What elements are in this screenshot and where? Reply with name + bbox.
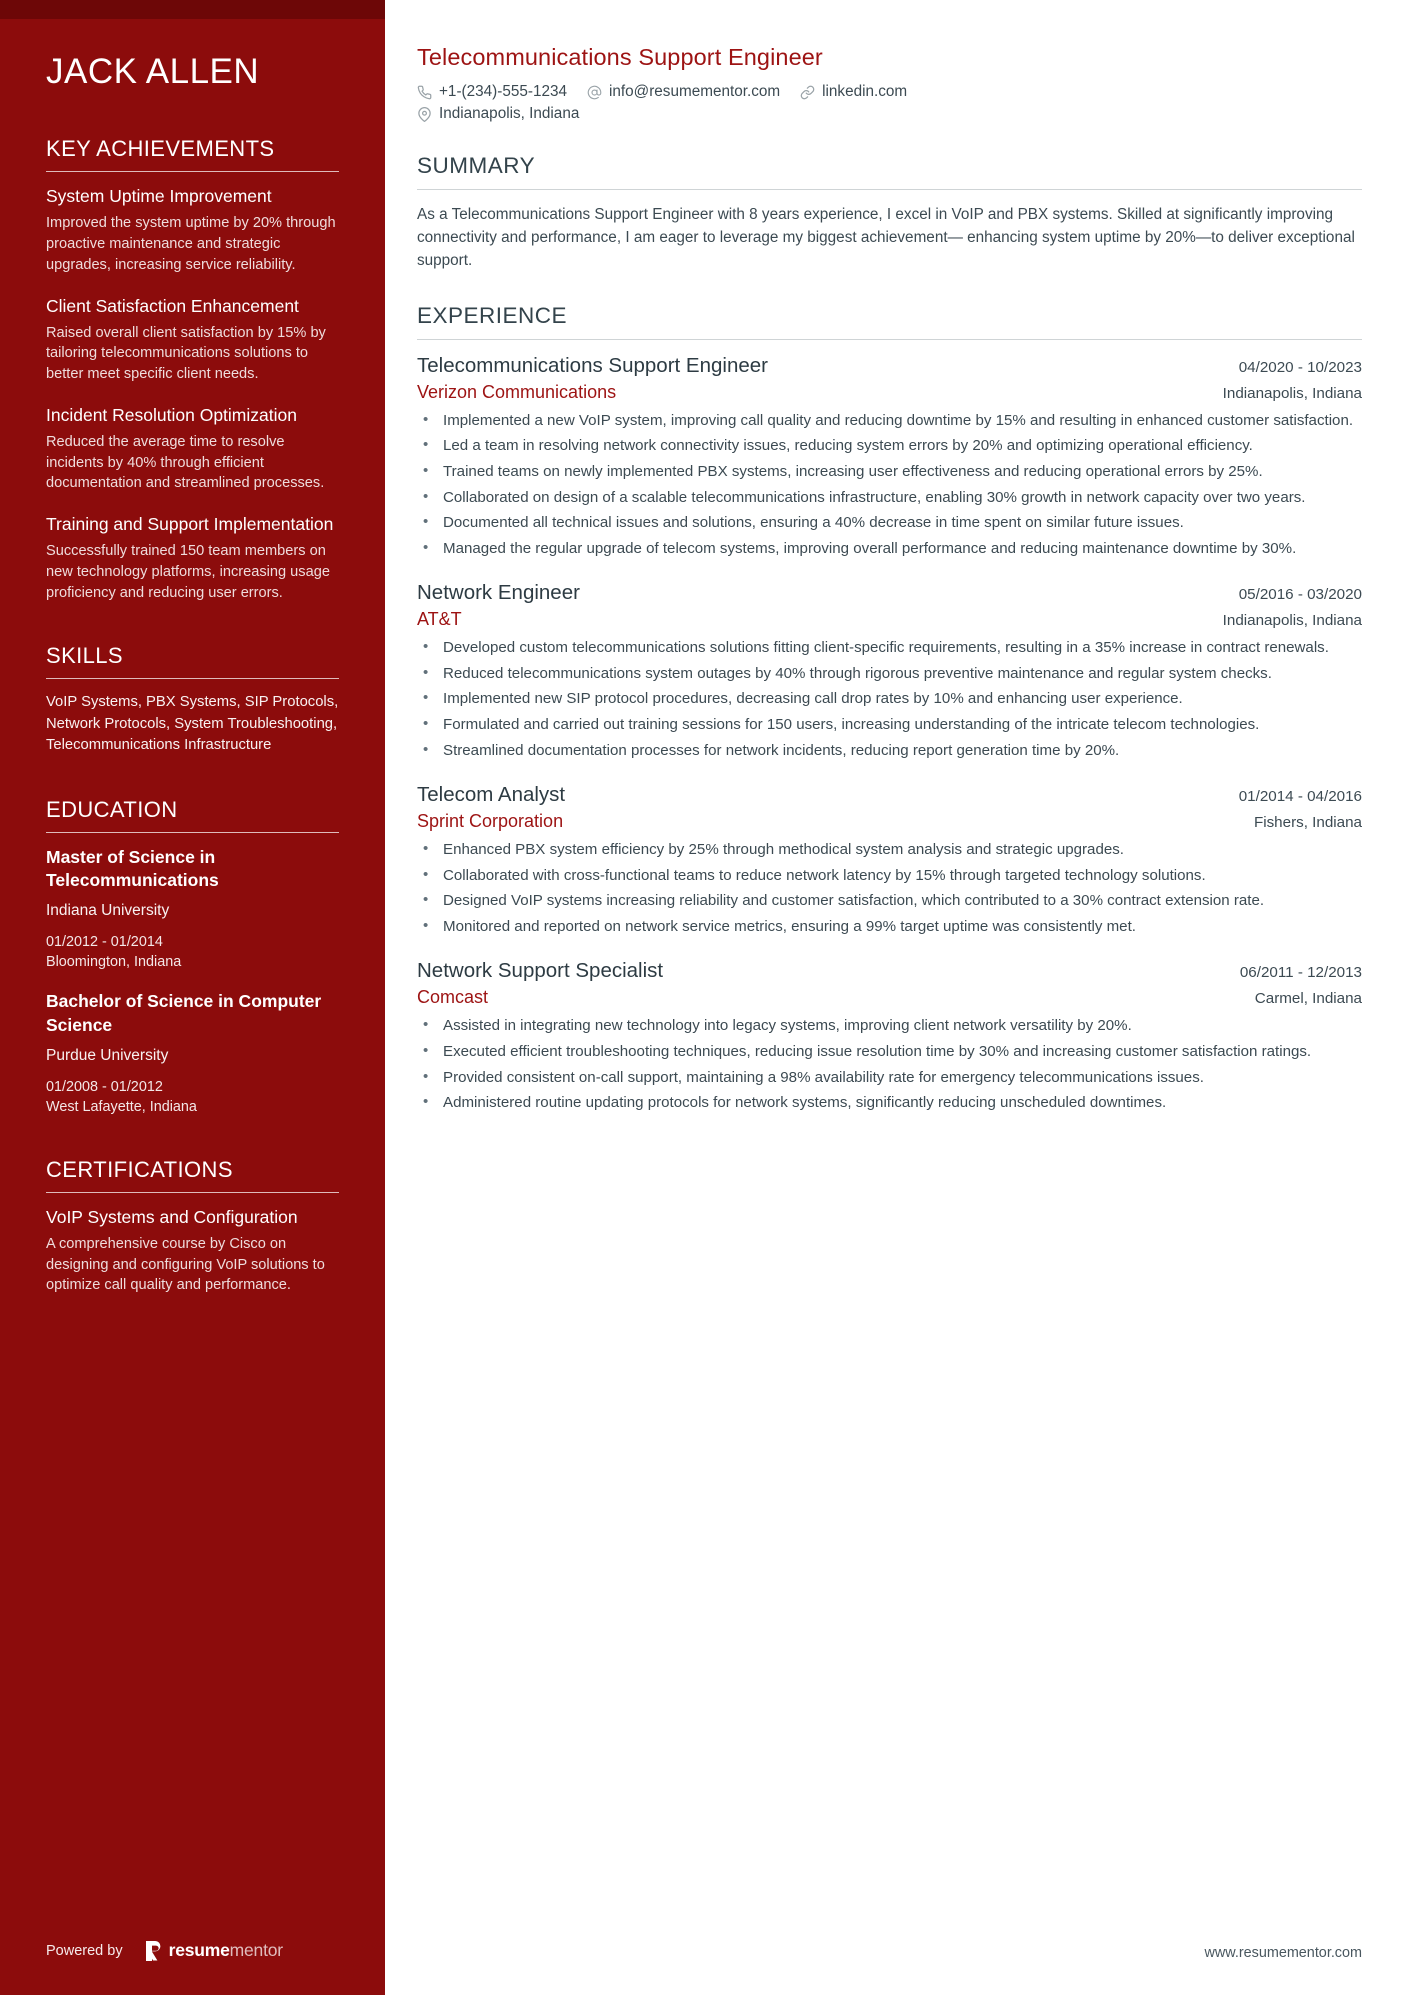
- divider: [46, 678, 339, 679]
- education-location: Bloomington, Indiana: [46, 954, 182, 971]
- divider: [46, 171, 339, 172]
- contact-location: [417, 105, 579, 123]
- experience-item: [417, 959, 1362, 1113]
- bullet-item: • Collaborated with cross-functional teams to reduce network latency by 15% through targeted technology solutions.: [417, 865, 1362, 887]
- experience-role: Network Support Specialist: [417, 959, 664, 983]
- phone-icon: [417, 85, 432, 100]
- achievement-title: Training and Support Implementation: [46, 514, 334, 534]
- section-key-achievements: [46, 136, 339, 603]
- certification-description: A comprehensive course by Cisco on designing and configuring VoIP solutions to optimize call quality and performance.: [46, 1236, 325, 1294]
- resumementor-logo[interactable]: [145, 1940, 283, 1961]
- sidebar-top-band: [0, 0, 385, 19]
- bullet-item: • Managed the regular upgrade of telecom systems, improving overall performance and reducing maintenance downtime by 30%.: [417, 538, 1362, 560]
- bullet-item: • Assisted in integrating new technology into legacy systems, improving client network versatility by 20%.: [417, 1015, 1362, 1037]
- bullet-item: • Provided consistent on-call support, maintaining a 98% availability rate for emergency telecommunications issues.: [417, 1067, 1362, 1089]
- experience-location: Carmel, Indiana: [1254, 990, 1362, 1008]
- experience-subheader-row: [417, 609, 1362, 630]
- contact-phone[interactable]: [417, 83, 567, 101]
- section-summary: [417, 153, 1362, 273]
- bullet-item: • Monitored and reported on network service metrics, ensuring a 99% target uptime was consistently met.: [417, 916, 1362, 938]
- experience-bullets: [417, 410, 1362, 559]
- link-icon: [800, 85, 815, 100]
- education-location: West Lafayette, Indiana: [46, 1099, 197, 1116]
- education-degree: Bachelor of Science in Computer Science: [46, 991, 322, 1035]
- education-item: [46, 846, 339, 973]
- education-school: Indiana University: [46, 902, 170, 920]
- bullet-item: • Collaborated on design of a scalable telecommunications infrastructure, enabling 30% growth in network capacity over two years.: [417, 487, 1362, 509]
- contact-email-text: info@resumementor.com: [609, 83, 781, 100]
- achievement-item: [46, 513, 339, 603]
- experience-company: Comcast: [417, 987, 489, 1008]
- education-school: Purdue University: [46, 1046, 169, 1064]
- experience-header-row: [417, 783, 1362, 807]
- divider: [417, 339, 1362, 340]
- experience-heading: EXPERIENCE: [417, 302, 568, 328]
- contact-phone-text: +1-(234)-555-1234: [439, 83, 567, 100]
- achievement-item: [46, 295, 339, 385]
- bullet-item: • Executed efficient troubleshooting techniques, reducing issue resolution time by 30% and increasing customer satisfaction ratings.: [417, 1041, 1362, 1063]
- contact-row-secondary: [417, 105, 1362, 123]
- experience-subheader-row: [417, 811, 1362, 832]
- contact-row-primary: [417, 83, 1362, 101]
- logo-word-bold: resume: [168, 1940, 230, 1960]
- experience-dates: 06/2011 - 12/2013: [1239, 964, 1362, 982]
- education-dates: 01/2012 - 01/2014: [46, 934, 163, 951]
- footer-website[interactable]: www.resumementor.com: [1204, 1945, 1362, 1961]
- resumementor-wordmark: [169, 1940, 283, 1961]
- experience-location: Indianapolis, Indiana: [1222, 612, 1362, 630]
- achievement-title: Client Satisfaction Enhancement: [46, 295, 299, 316]
- candidate-name: JACK ALLEN: [46, 52, 260, 91]
- contact-block: [417, 83, 1362, 123]
- experience-dates: 05/2016 - 03/2020: [1238, 586, 1362, 604]
- experience-item: [417, 783, 1362, 937]
- achievement-item: [46, 404, 339, 494]
- resumementor-mark-icon: [145, 1940, 164, 1961]
- bullet-item: • Streamlined documentation processes for network incidents, reducing report generation time by 20%.: [417, 740, 1362, 762]
- experience-bullets: [417, 1015, 1362, 1113]
- logo-word-light: mentor: [229, 1940, 283, 1960]
- education-dates: 01/2008 - 01/2012: [46, 1078, 163, 1095]
- divider: [46, 832, 339, 833]
- experience-header-row: [417, 581, 1362, 605]
- experience-dates: 01/2014 - 04/2016: [1238, 788, 1362, 806]
- experience-role: Network Engineer: [417, 581, 580, 605]
- divider: [46, 1192, 339, 1193]
- email-icon: [587, 85, 602, 100]
- experience-company: AT&T: [417, 609, 462, 630]
- key-achievements-heading: KEY ACHIEVEMENTS: [46, 136, 275, 162]
- header-job-title: Telecommunications Support Engineer: [417, 44, 823, 70]
- bullet-item: • Implemented a new VoIP system, improving call quality and reducing downtime by 15% and resulting in enhanced customer satisfaction.: [417, 410, 1362, 432]
- bullet-item: • Trained teams on newly implemented PBX systems, increasing user effectiveness and reducing operational errors by 25%.: [417, 461, 1362, 483]
- bullet-item: • Enhanced PBX system efficiency by 25% through methodical system analysis and strategic upgrades.: [417, 839, 1362, 861]
- location-icon: [417, 107, 432, 122]
- achievement-description: Reduced the average time to resolve incidents by 40% through efficient documentation and streamlined processes.: [46, 433, 325, 492]
- achievement-description: Improved the system uptime by 20% through proactive maintenance and strategic upgrades, increasing service reliability.: [46, 215, 336, 273]
- bullet-item: • Designed VoIP systems increasing reliability and customer satisfaction, which contributed to a 30% contract extension rate.: [417, 890, 1362, 912]
- achievement-description: Raised overall client satisfaction by 15% by tailoring telecommunications solutions to better meet specific client needs.: [46, 324, 326, 383]
- certifications-heading: CERTIFICATIONS: [46, 1157, 233, 1183]
- experience-item: [417, 581, 1362, 761]
- experience-dates: 04/2020 - 10/2023: [1238, 358, 1362, 376]
- experience-bullets: [417, 839, 1362, 937]
- powered-by-label: Powered by: [46, 1942, 123, 1959]
- bullet-item: • Formulated and carried out training sessions for 150 users, increasing understanding of the intricate telecom technologies.: [417, 714, 1362, 736]
- achievement-description: Successfully trained 150 team members on new technology platforms, increasing usage proficiency and reducing user errors.: [46, 543, 330, 601]
- achievement-title: System Uptime Improvement: [46, 186, 272, 207]
- experience-role: Telecom Analyst: [417, 783, 566, 807]
- experience-role: Telecommunications Support Engineer: [417, 353, 768, 377]
- education-degree: Master of Science in Telecommunications: [46, 846, 219, 890]
- summary-heading: SUMMARY: [417, 153, 536, 178]
- experience-header-row: [417, 959, 1362, 983]
- bullet-item: • Administered routine updating protocols for network systems, significantly reducing unscheduled downtimes.: [417, 1092, 1362, 1114]
- contact-linkedin-text: linkedin.com: [822, 83, 908, 100]
- experience-bullets: [417, 637, 1362, 761]
- contact-location-text: Indianapolis, Indiana: [439, 105, 580, 122]
- bullet-item: • Developed custom telecommunications solutions fitting client-specific requirements, resulting in a 35% increase in contract renewals.: [417, 637, 1362, 659]
- achievement-item: [46, 185, 339, 275]
- main-content: [385, 0, 1410, 1995]
- bullet-item: • Documented all technical issues and solutions, ensuring a 40% decrease in time spent on similar future issues.: [417, 512, 1362, 534]
- experience-location: Fishers, Indiana: [1253, 814, 1362, 832]
- contact-linkedin[interactable]: [800, 83, 907, 101]
- contact-email[interactable]: [587, 83, 780, 101]
- achievement-title: Incident Resolution Optimization: [46, 404, 297, 425]
- experience-company: Verizon Communications: [417, 381, 617, 402]
- bullet-item: • Led a team in resolving network connectivity issues, reducing system errors by 20% and optimizing operational efficiency.: [417, 435, 1362, 457]
- section-skills: [46, 643, 339, 756]
- sidebar-footer: [46, 1940, 283, 1961]
- divider: [417, 189, 1362, 190]
- bullet-item: • Implemented new SIP protocol procedures, decreasing call drop rates by 10% and enhancing user experience.: [417, 688, 1362, 710]
- education-item: [46, 990, 339, 1117]
- skills-list: VoIP Systems, PBX Systems, SIP Protocols, Network Protocols, System Troubleshooting, Telecommunications Infrastructure: [46, 694, 339, 754]
- sidebar: [0, 0, 385, 1995]
- experience-company: Sprint Corporation: [417, 811, 564, 832]
- section-education: [46, 797, 339, 1118]
- experience-subheader-row: [417, 987, 1362, 1008]
- section-certifications: [46, 1157, 339, 1296]
- experience-item: [417, 354, 1362, 559]
- experience-header-row: [417, 354, 1362, 378]
- summary-text: As a Telecommunications Support Engineer with 8 years experience, I excel in VoIP and PBX systems. Skilled at significantly improving connectivity and performance, I am eager to leverage my biggest achievement— enhancing system uptime by 20%—to deliver exceptional support.: [417, 206, 1355, 269]
- section-experience: [417, 303, 1362, 1114]
- skills-heading: SKILLS: [46, 643, 124, 669]
- experience-location: Indianapolis, Indiana: [1222, 384, 1362, 402]
- certification-item: [46, 1206, 339, 1296]
- experience-subheader-row: [417, 382, 1362, 403]
- certification-title: VoIP Systems and Configuration: [46, 1207, 298, 1228]
- education-heading: EDUCATION: [46, 796, 178, 822]
- bullet-item: • Reduced telecommunications system outages by 40% through rigorous preventive maintenance and regular system checks.: [417, 663, 1362, 685]
